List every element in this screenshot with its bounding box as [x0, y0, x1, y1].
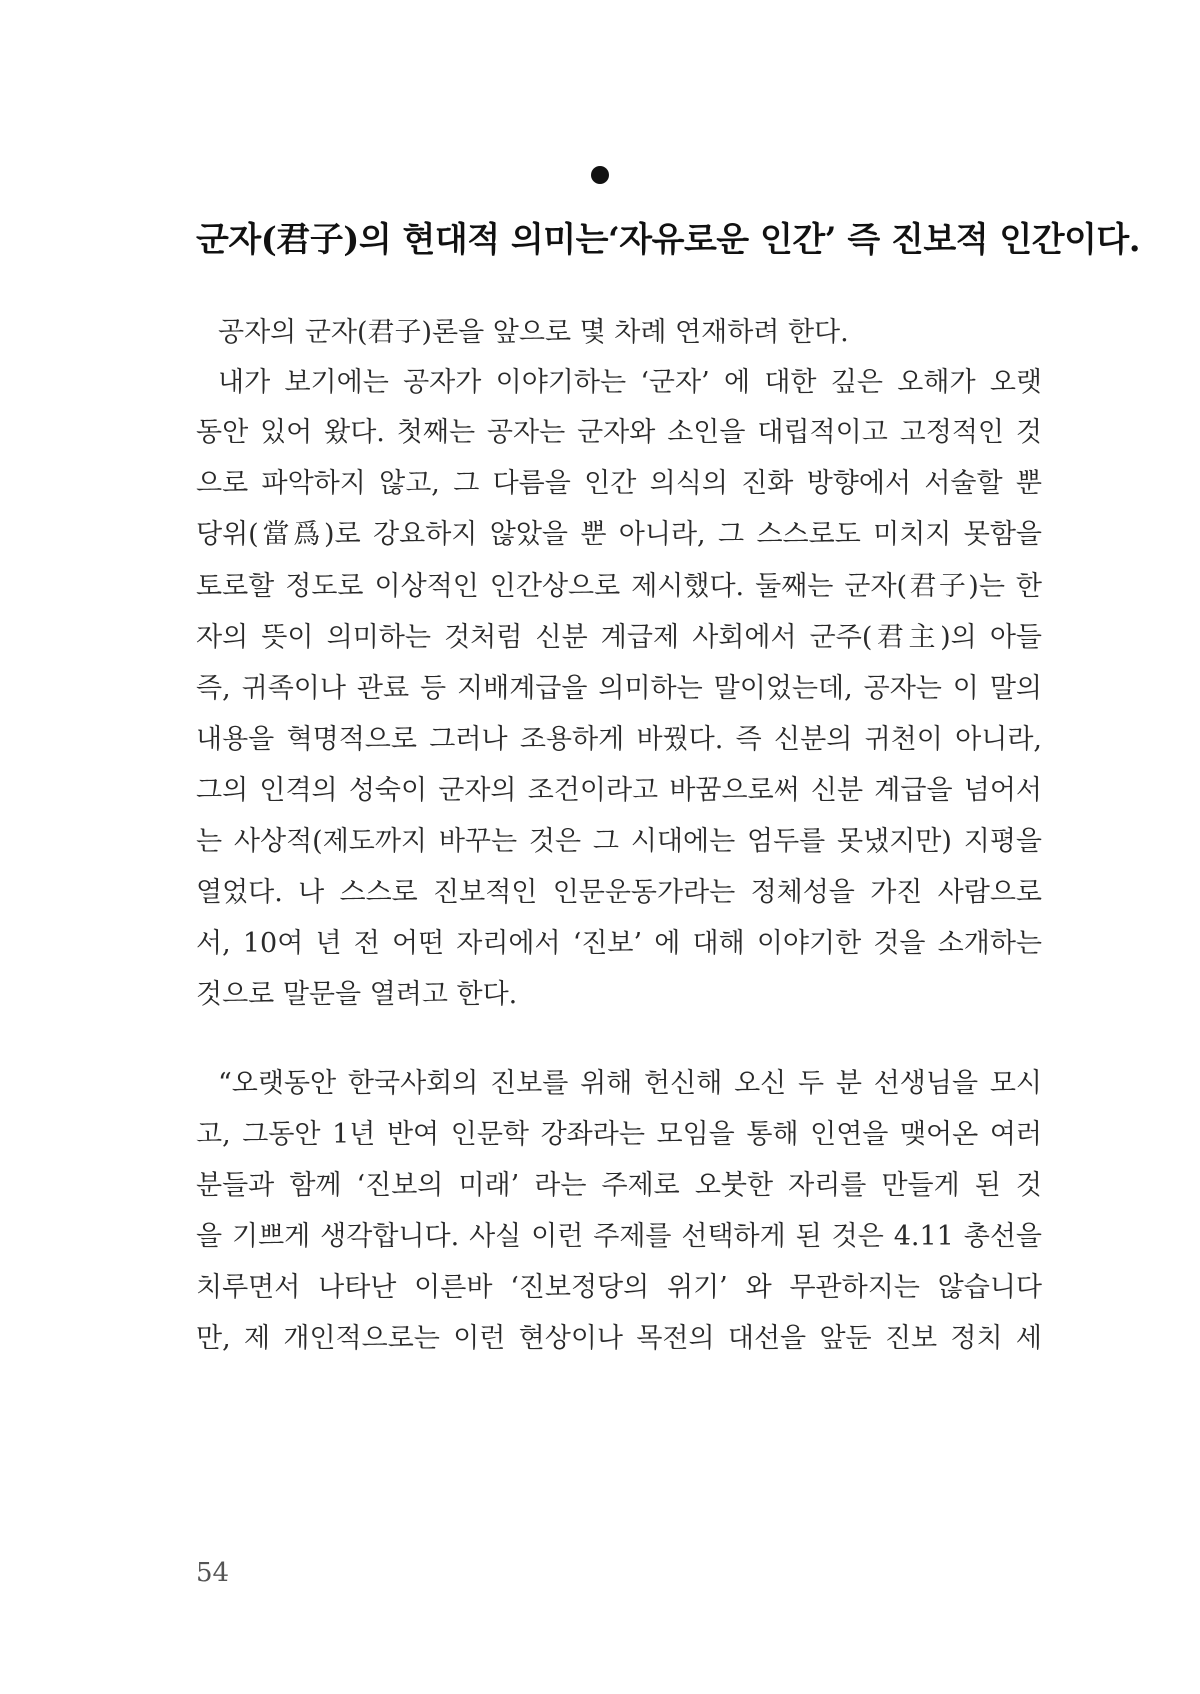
- paragraph-line: 는 사상적(제도까지 바꾸는 것은 그 시대에는 엄두를 못냈지만) 지평을: [196, 826, 1042, 857]
- paragraph-line: 즉, 귀족이나 관료 등 지배계급을 의미하는 말이었는데, 공자는 이 말의: [196, 673, 1042, 704]
- bullet-icon: [591, 166, 609, 184]
- paragraph-line: 치루면서 나타난 이른바 ‘진보정당의 위기’ 와 무관하지는 않습니다: [196, 1272, 1042, 1303]
- paragraph-line: 분들과 함께 ‘진보의 미래’ 라는 주제로 오붓한 자리를 만들게 된 것: [196, 1170, 1042, 1201]
- paragraph-line: 서, 10여 년 전 어떤 자리에서 ‘진보’ 에 대해 이야기한 것을 소개하는: [196, 928, 1042, 959]
- paragraph-line: 자의 뜻이 의미하는 것처럼 신분 계급제 사회에서 군주(君主)의 아들: [196, 622, 1042, 653]
- paragraph-line: 열었다. 나 스스로 진보적인 인문운동가라는 정체성을 가진 사람으로: [196, 877, 1042, 908]
- paragraph-line: 당위(當爲)로 강요하지 않았을 뿐 아니라, 그 스스로도 미치지 못함을: [196, 519, 1042, 550]
- paragraph-line: 내가 보기에는 공자가 이야기하는 ‘군자’ 에 대한 깊은 오해가 오랫: [218, 367, 1042, 398]
- paragraph-line: 공자의 군자(君子)론을 앞으로 몇 차례 연재하려 한다.: [218, 317, 849, 348]
- section-heading: 군자(君子)의 현대적 의미는‘자유로운 인간’ 즉 진보적 인간이다.: [196, 220, 1141, 260]
- paragraph-line: 고, 그동안 1년 반여 인문학 강좌라는 모임을 통해 인연을 맺어온 여러: [196, 1119, 1042, 1150]
- page-number: 54: [196, 1558, 230, 1588]
- paragraph-line: 그의 인격의 성숙이 군자의 조건이라고 바꿈으로써 신분 계급을 넘어서: [196, 775, 1042, 806]
- paragraph-line: “오랫동안 한국사회의 진보를 위해 헌신해 오신 두 분 선생님을 모시: [218, 1068, 1042, 1099]
- paragraph-line: 것으로 말문을 열려고 한다.: [196, 979, 518, 1010]
- paragraph-line: 내용을 혁명적으로 그러나 조용하게 바꿨다. 즉 신분의 귀천이 아니라,: [196, 724, 1042, 755]
- paragraph-line: 동안 있어 왔다. 첫째는 공자는 군자와 소인을 대립적이고 고정적인 것: [196, 417, 1042, 448]
- paragraph-line: 으로 파악하지 않고, 그 다름을 인간 의식의 진화 방향에서 서술할 뿐: [196, 468, 1042, 499]
- paragraph-line: 을 기쁘게 생각합니다. 사실 이런 주제를 선택하게 된 것은 4.11 총선을: [196, 1221, 1042, 1252]
- paragraph-line: 만, 제 개인적으로는 이런 현상이나 목전의 대선을 앞둔 진보 정치 세: [196, 1323, 1042, 1354]
- paragraph-line: 토로할 정도로 이상적인 인간상으로 제시했다. 둘째는 군자(君子)는 한: [196, 571, 1042, 602]
